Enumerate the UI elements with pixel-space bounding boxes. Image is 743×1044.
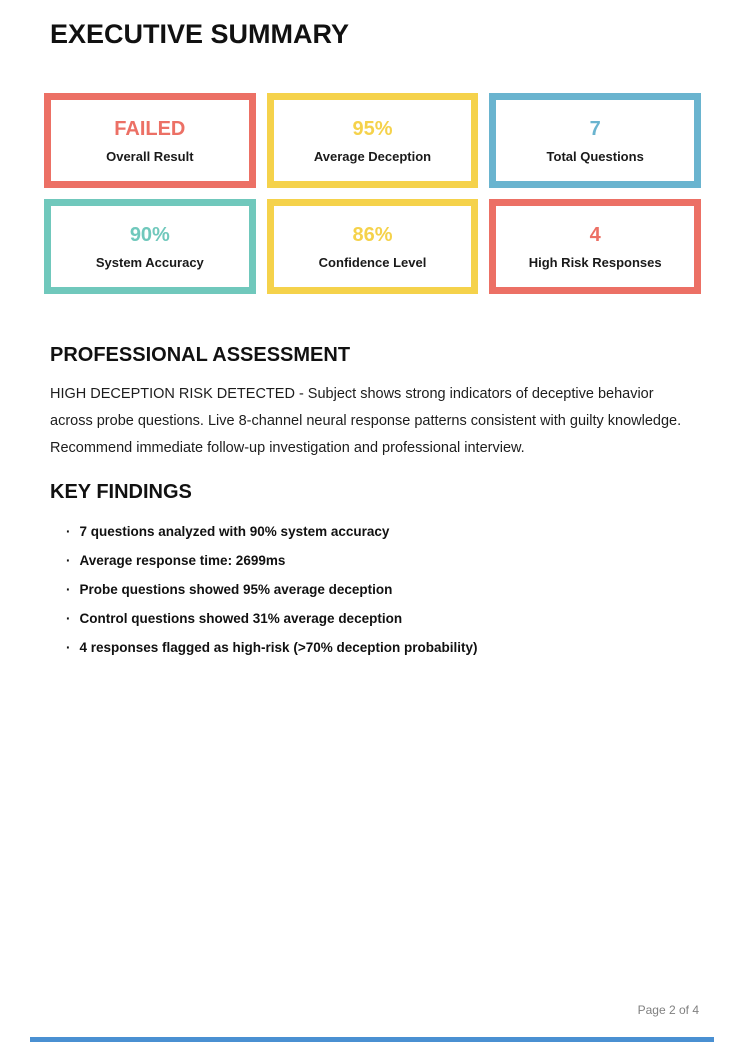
finding-text: Average response time: 2699ms [79,553,286,568]
metric-cards-grid [44,93,701,294]
finding-item [66,552,696,569]
metric-label-confidence-level: Confidence Level [318,254,427,270]
bullet-icon: · [66,611,71,626]
metric-label-overall-result: Overall Result [106,148,194,164]
section-heading-professional-assessment: PROFESSIONAL ASSESSMENT [50,344,351,366]
metric-value-high-risk-responses: 4 [589,223,601,246]
metric-card-confidence-level [267,199,479,294]
metric-card-total-questions [489,93,701,188]
finding-item [66,523,696,540]
metric-card-system-accuracy [44,199,256,294]
professional-assessment-body: HIGH DECEPTION RISK DETECTED - Subject shows strong indicators of deceptive behavior across probe questions. Live 8-channel neural response patterns consistent with guilty knowledge. Recommend immediate follow-up investigation and professional interview. [50,386,682,456]
finding-item [66,639,696,656]
footer-rule-bar [30,1037,714,1042]
metric-value-confidence-level: 86% [352,223,393,246]
finding-text: 7 questions analyzed with 90% system accuracy [79,524,390,539]
metric-card-average-deception [267,93,479,188]
bullet-icon: · [66,524,71,539]
finding-item [66,610,696,627]
metric-label-system-accuracy: System Accuracy [95,254,204,270]
page-title: EXECUTIVE SUMMARY [50,19,350,49]
finding-text: 4 responses flagged as high-risk (>70% deception probability) [79,640,478,655]
finding-text: Control questions showed 31% average deception [79,611,403,626]
finding-item [66,581,696,598]
metric-value-system-accuracy: 90% [129,223,170,246]
metric-value-overall-result: FAILED [114,117,186,140]
bullet-icon: · [66,582,71,597]
finding-text: Probe questions showed 95% average deception [79,582,393,597]
key-findings-list [66,523,696,668]
metric-card-high-risk-responses [489,199,701,294]
metric-label-average-deception: Average Deception [313,148,432,164]
metric-label-total-questions: Total Questions [546,148,644,164]
metric-card-overall-result [44,93,256,188]
metric-label-high-risk-responses: High Risk Responses [528,254,662,270]
bullet-icon: · [66,640,71,655]
metric-value-total-questions: 7 [589,117,601,140]
page-number: Page 2 of 4 [637,1003,699,1017]
bullet-icon: · [66,553,71,568]
metric-value-average-deception: 95% [352,117,393,140]
section-heading-key-findings: KEY FINDINGS [50,481,192,503]
